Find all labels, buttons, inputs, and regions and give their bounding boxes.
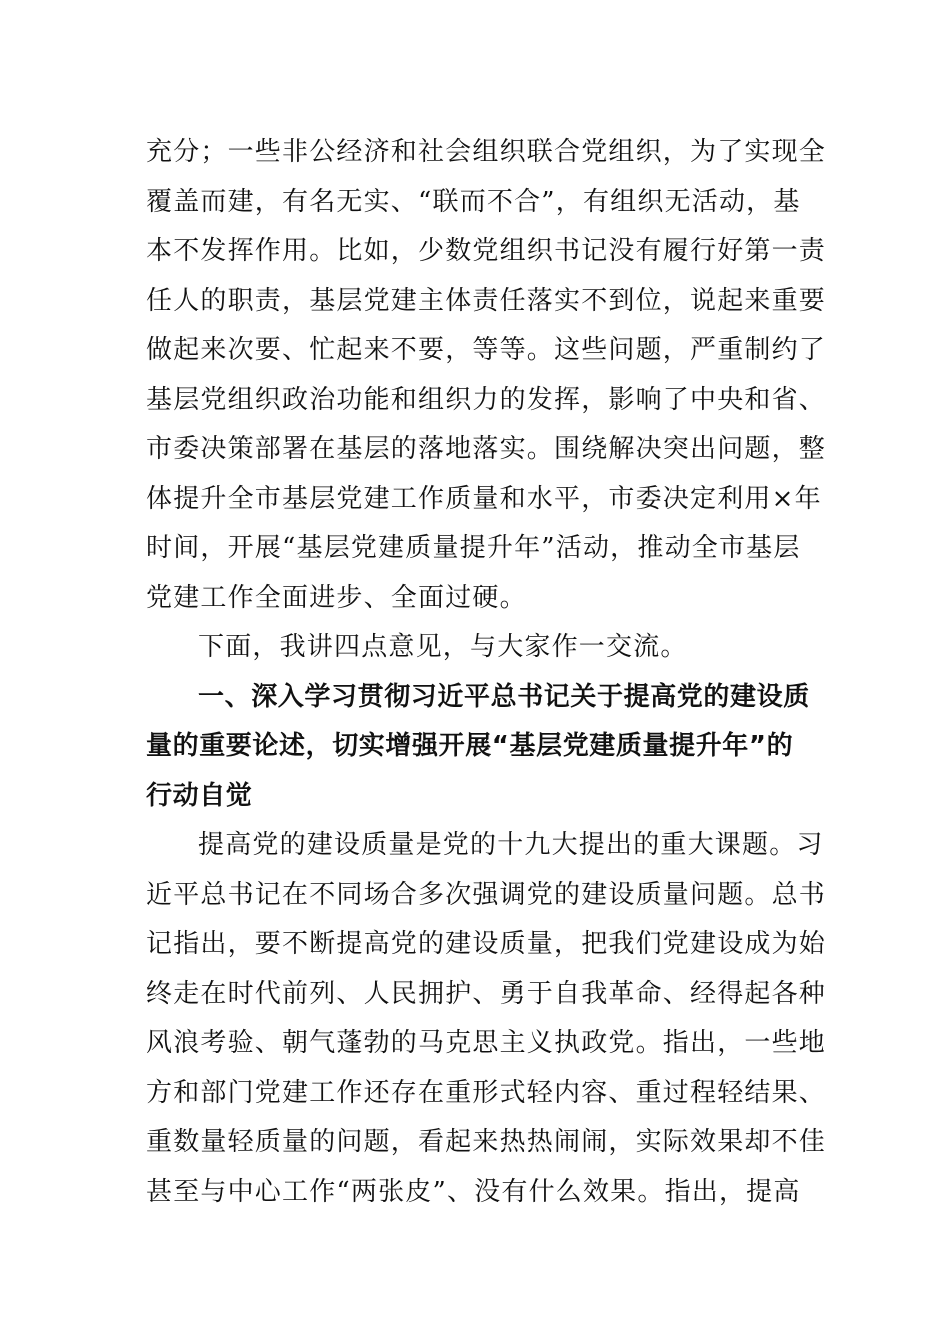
paragraph-line: 充分；一些非公经济和社会组织联合党组织，为了实现全 bbox=[146, 137, 827, 167]
paragraph-line: 时间，开展“基层党建质量提升年”活动，推动全市基层 bbox=[146, 533, 801, 563]
paragraph-line: 基层党组织政治功能和组织力的发挥，影响了中央和省、 bbox=[146, 384, 827, 415]
paragraph-line: 体提升全市基层党建工作质量和水平，市委决定利用×年 bbox=[146, 483, 822, 514]
document-body bbox=[146, 128, 827, 1217]
section-heading-line: 行动自觉 bbox=[146, 780, 253, 811]
paragraph-line: 市委决策部署在基层的落地落实。围绕解决突出问题，整 bbox=[146, 434, 827, 464]
body-line: 甚至与中心工作“两张皮”、没有什么效果。指出，提高 bbox=[146, 1176, 801, 1207]
section-heading-line: 一、深入学习贯彻习近平总书记关于提高党的建设质 bbox=[198, 681, 810, 712]
intro-line: 下面，我讲四点意见，与大家作一交流。 bbox=[198, 632, 688, 662]
paragraph-line: 覆盖而建，有名无实、“联而不合”，有组织无活动，基 bbox=[146, 186, 801, 217]
body-line: 近平总书记在不同场合多次强调党的建设质量问题。总书 bbox=[146, 879, 827, 910]
paragraph-line: 任人的职责，基层党建主体责任落实不到位，说起来重要 bbox=[146, 285, 827, 316]
body-line: 风浪考验、朝气蓬勃的马克思主义执政党。指出，一些地 bbox=[146, 1028, 827, 1058]
section-heading-line: 量的重要论述，切实增强开展“基层党建质量提升年”的 bbox=[146, 731, 794, 761]
body-line: 终走在时代前列、人民拥护、勇于自我革命、经得起各种 bbox=[146, 978, 827, 1009]
body-line: 记指出，要不断提高党的建设质量，把我们党建设成为始 bbox=[146, 929, 827, 959]
paragraph-line: 做起来次要、忙起来不要，等等。这些问题，严重制约了 bbox=[146, 335, 827, 365]
body-line: 方和部门党建工作还存在重形式轻内容、重过程轻结果、 bbox=[146, 1077, 827, 1108]
paragraph-line: 本不发挥作用。比如，少数党组织书记没有履行好第一责 bbox=[146, 236, 827, 266]
body-line: 重数量轻质量的问题，看起来热热闹闹，实际效果却不佳 bbox=[146, 1127, 827, 1157]
paragraph-line: 党建工作全面进步、全面过硬。 bbox=[146, 582, 527, 613]
body-line: 提高党的建设质量是党的十九大提出的重大课题。习 bbox=[198, 830, 824, 860]
